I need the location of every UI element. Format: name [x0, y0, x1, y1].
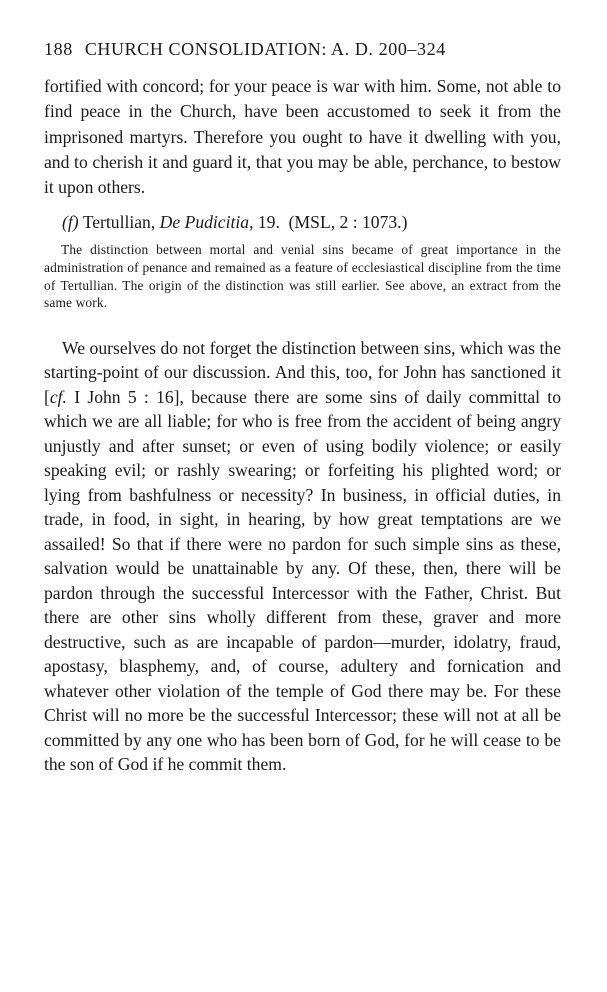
- opening-paragraph: fortified with concord; for your peace is war with him. Some, not able to find peace in the Church, have been accustomed to seek it from the imprisoned martyrs. Therefore you ought to have it dwelling with you, and to cherish it and guard it, that you may be able, perchance, to bestow it upon others.: [44, 76, 561, 198]
- page-number: 188: [44, 39, 73, 59]
- quotation-cf: cf.: [49, 386, 67, 407]
- running-head: [44, 38, 561, 60]
- running-title: CHURCH CONSOLIDATION: A. D. 200–324: [84, 39, 446, 59]
- source-chapter: 19.: [257, 212, 280, 233]
- source-reference: (MSL, 2 : 1073.): [288, 212, 408, 233]
- section-marker: (f): [62, 212, 79, 233]
- quotation-part-1: We ourselves do not forget the distinction between sins, which was the starting-point of our discussion. And this, too, for John has sanctioned it [: [44, 337, 561, 407]
- source-author: Tertullian,: [82, 212, 156, 233]
- book-page: [44, 38, 561, 777]
- source-work: De Pudicitia,: [159, 212, 254, 233]
- quotation-paragraph: [44, 336, 561, 777]
- source-citation: [62, 210, 561, 235]
- quotation-part-2: I John 5 : 16], because there are some sins of daily committal to which we are all liable; for who is free from the accident of being angry unjustly and after sunset; or even of using bodily violence; or easily speaking evil; or rashly swearing; or forfeiting his plighted word; or lying from bashfulness or necessity? In business, in official duties, in trade, in food, in sight, in hearing, by how great temptations are we assailed! So that if there were no pardon for such simple sins as these, salvation would be unattainable by any. Of these, then, there will be pardon through the successful Intercessor with the Father, Christ. But there are other sins wholly different from these, graver and more destructive, such as are incapable of pardon—murder, idolatry, fraud, apostasy, blasphemy, and, of course, adultery and fornication and whatever other violation of the temple of God there may be. For these Christ will no more be the successful Intercessor; these will not at all be committed by any one who has been born of God, for he will cease to be the son of God if he commit them.: [44, 386, 561, 775]
- editorial-note: The distinction between mortal and venial sins became of great importance in the administration of penance and remained as a feature of ecclesiastical discipline from the time of Tertullian. The origin of the distinction was still earlier. See above, an extract from the same work.: [44, 242, 561, 311]
